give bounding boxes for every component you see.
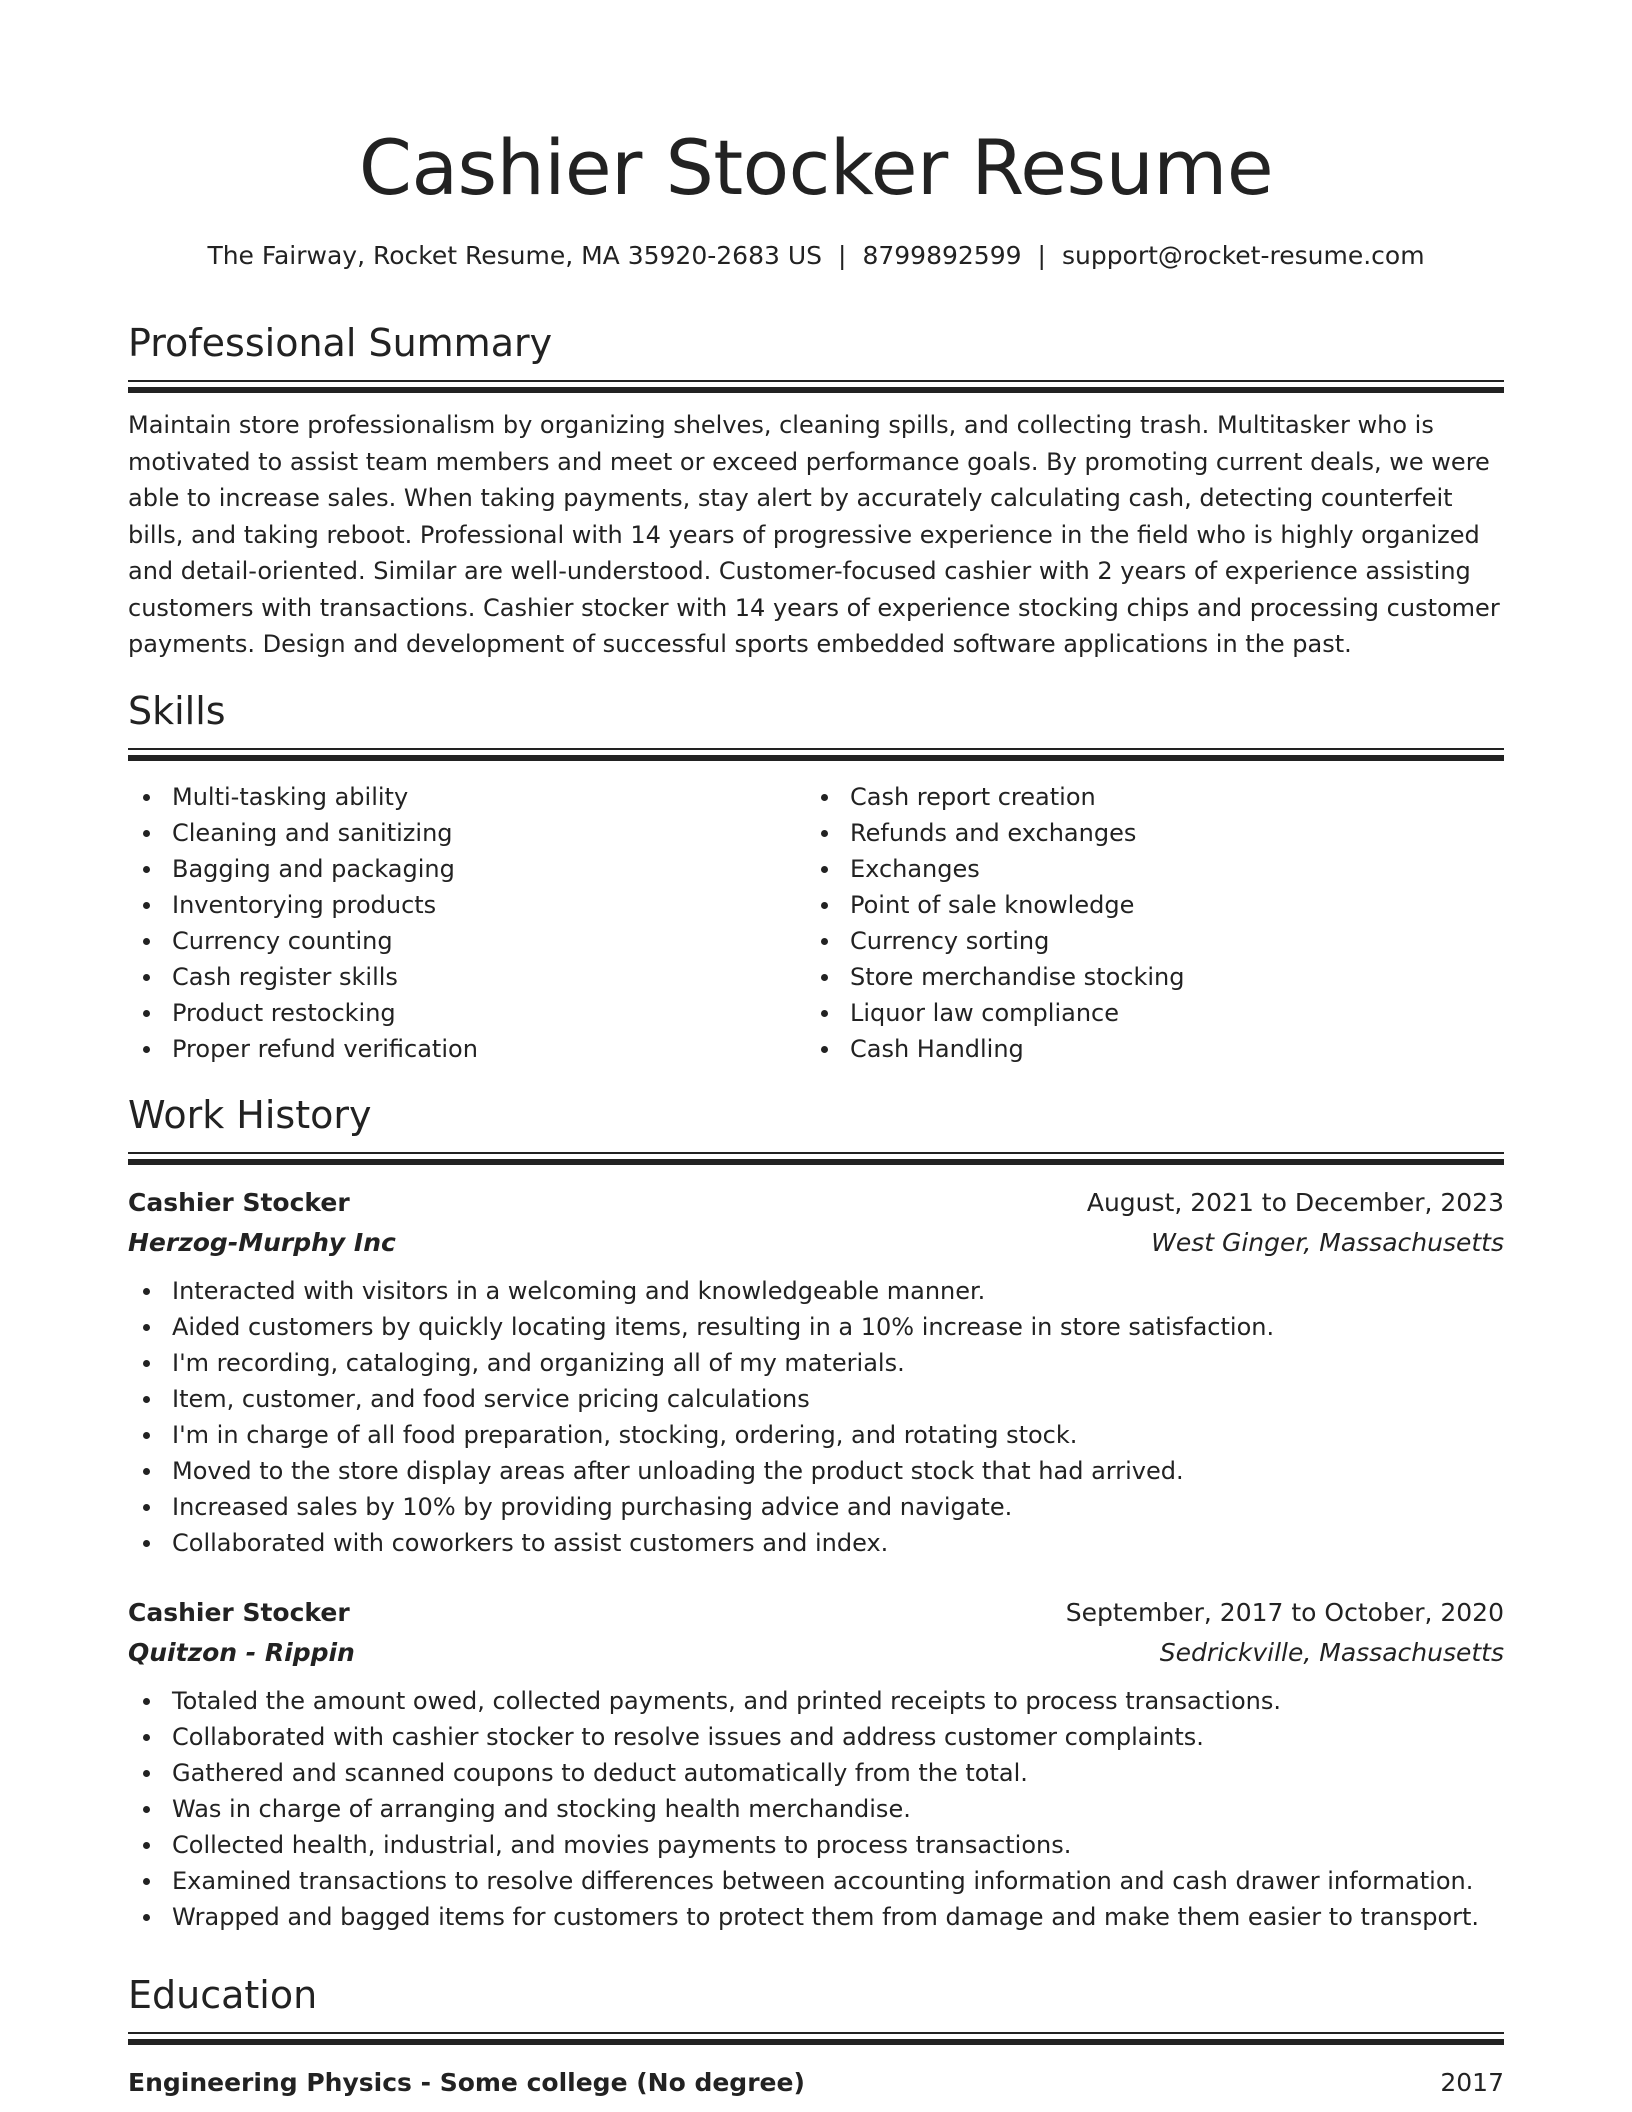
job-dates: August, 2021 to December, 2023 xyxy=(1086,1188,1504,1217)
job-bullet: I'm in charge of all food preparation, stocking, ordering, and rotating stock. xyxy=(128,1417,1504,1453)
contact-separator: | xyxy=(1037,241,1046,270)
skills-heading: Skills xyxy=(128,689,226,733)
summary-heading: Professional Summary xyxy=(128,321,553,365)
job-company: Quitzon - Rippin xyxy=(128,1638,355,1667)
job-bullet: I'm recording, cataloging, and organizing all of my materials. xyxy=(128,1345,1504,1381)
skills-section xyxy=(128,686,1504,1067)
skill-item: Product restocking xyxy=(128,995,806,1031)
section-divider xyxy=(128,2032,1504,2034)
job-bullets xyxy=(128,1273,1504,1561)
job-location: Sedrickville, Massachusetts xyxy=(1159,1638,1504,1667)
education-year: 2017 xyxy=(1440,2068,1504,2097)
skill-item: Cash Handling xyxy=(806,1031,1484,1067)
job-bullet: Totaled the amount owed, collected payments, and printed receipts to process transactions. xyxy=(128,1683,1504,1719)
work-section xyxy=(128,1090,1504,1935)
resume-title: Cashier Stocker Resume xyxy=(358,123,1274,212)
skill-item: Refunds and exchanges xyxy=(806,815,1484,851)
skill-item: Exchanges xyxy=(806,851,1484,887)
job-title: Cashier Stocker xyxy=(128,1598,350,1627)
job-bullet: Collaborated with coworkers to assist customers and index. xyxy=(128,1525,1504,1561)
section-divider xyxy=(128,1159,1504,1165)
section-divider xyxy=(128,1152,1504,1154)
skill-item: Currency counting xyxy=(128,923,806,959)
skill-item: Store merchandise stocking xyxy=(806,959,1484,995)
section-divider xyxy=(128,387,1504,393)
job-bullet: Gathered and scanned coupons to deduct automatically from the total. xyxy=(128,1755,1504,1791)
job-bullet: Item, customer, and food service pricing calculations xyxy=(128,1381,1504,1417)
job-bullet: Aided customers by quickly locating items, resulting in a 10% increase in store satisfaction. xyxy=(128,1309,1504,1345)
skill-item: Multi-tasking ability xyxy=(128,779,806,815)
contact-separator: | xyxy=(838,241,847,270)
contact-email: support@rocket-resume.com xyxy=(1061,241,1425,270)
skill-item: Cash register skills xyxy=(128,959,806,995)
section-divider xyxy=(128,755,1504,761)
education-section xyxy=(128,1970,1504,2103)
job-bullet: Collected health, industrial, and movies payments to process transactions. xyxy=(128,1827,1504,1863)
education-entry xyxy=(128,2063,1504,2103)
skill-item: Inventorying products xyxy=(128,887,806,923)
contact-address: The Fairway, Rocket Resume, MA 35920-2683 US xyxy=(207,241,823,270)
job-bullets xyxy=(128,1683,1504,1935)
section-divider xyxy=(128,380,1504,382)
job-entry xyxy=(128,1183,1504,1561)
section-divider xyxy=(128,748,1504,750)
summary-text: Maintain store professionalism by organizing shelves, cleaning spills, and collecting trash. Multitasker who is motivated to assist team members and meet or exceed performance goals. By promoting current deals, we were able to increase sales. When taking payments, stay alert by accurately calculating cash, detecting counterfeit bills, and taking reboot. Professional with 14 years of progressive experience in the field who is highly organized and detail-oriented. Similar are well-understood. Customer-focused cashier with 2 years of experience assisting customers with transactions. Cashier stocker with 14 years of experience stocking chips and processing customer payments. Design and development of successful sports embedded software applications in the past. xyxy=(128,411,1500,658)
skills-list-left xyxy=(128,779,806,1067)
skill-item: Bagging and packaging xyxy=(128,851,806,887)
job-bullet: Was in charge of arranging and stocking health merchandise. xyxy=(128,1791,1504,1827)
job-bullet: Interacted with visitors in a welcoming and knowledgeable manner. xyxy=(128,1273,1504,1309)
work-heading: Work History xyxy=(128,1093,372,1137)
skill-item: Currency sorting xyxy=(806,923,1484,959)
skill-item: Cash report creation xyxy=(806,779,1484,815)
skill-item: Cleaning and sanitizing xyxy=(128,815,806,851)
job-entry xyxy=(128,1593,1504,1935)
skills-list-right xyxy=(806,779,1484,1067)
education-degree: Engineering Physics - Some college (No degree) xyxy=(128,2068,805,2097)
job-company: Herzog-Murphy Inc xyxy=(128,1228,396,1257)
job-bullet: Collaborated with cashier stocker to resolve issues and address customer complaints. xyxy=(128,1719,1504,1755)
job-bullet: Moved to the store display areas after unloading the product stock that had arrived. xyxy=(128,1453,1504,1489)
skill-item: Point of sale knowledge xyxy=(806,887,1484,923)
contact-line xyxy=(128,238,1504,274)
job-title: Cashier Stocker xyxy=(128,1188,350,1217)
section-divider xyxy=(128,2039,1504,2045)
skill-item: Liquor law compliance xyxy=(806,995,1484,1031)
contact-phone: 8799892599 xyxy=(862,241,1022,270)
job-bullet: Wrapped and bagged items for customers to protect them from damage and make them easier to transport. xyxy=(128,1899,1504,1935)
summary-section xyxy=(128,318,1504,663)
job-location: West Ginger, Massachusetts xyxy=(1151,1228,1504,1257)
job-bullet: Examined transactions to resolve differences between accounting information and cash drawer information. xyxy=(128,1863,1504,1899)
job-bullet: Increased sales by 10% by providing purchasing advice and navigate. xyxy=(128,1489,1504,1525)
job-dates: September, 2017 to October, 2020 xyxy=(1065,1598,1504,1627)
education-heading: Education xyxy=(128,1973,318,2017)
skill-item: Proper refund verification xyxy=(128,1031,806,1067)
